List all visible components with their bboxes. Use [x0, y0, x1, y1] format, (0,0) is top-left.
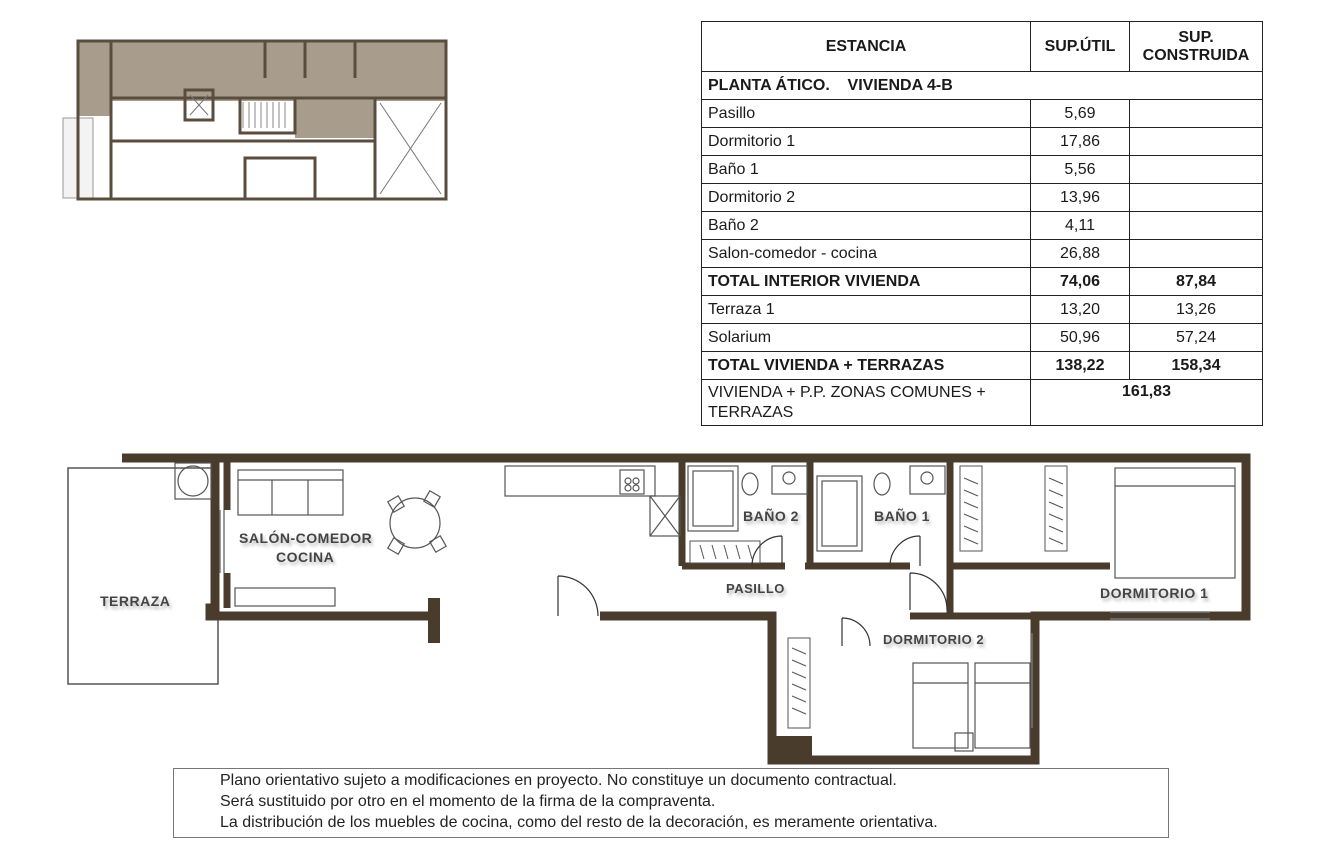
room-util: 26,88	[1031, 240, 1130, 268]
room-util: 17,86	[1031, 128, 1130, 156]
room-name: Baño 1	[702, 156, 1031, 184]
disclaimer-line: Será sustituido por otro en el momento de la firma de la compraventa.	[220, 793, 716, 810]
room-util: 13,20	[1031, 296, 1130, 324]
header-sup-util: SUP.ÚTIL	[1031, 22, 1130, 72]
table-row	[702, 156, 1263, 184]
building-key-plan	[55, 38, 450, 206]
room-construida: 13,26	[1130, 296, 1263, 324]
room-name: Dormitorio 2	[702, 184, 1031, 212]
disclaimer-line: La distribución de los muebles de cocina, como del resto de la decoración, es meramente orientativa.	[220, 814, 938, 831]
room-name: Dormitorio 1	[702, 128, 1031, 156]
total-terrazas-construida: 158,34	[1130, 352, 1263, 380]
disclaimer-box	[173, 768, 1169, 838]
room-construida	[1130, 128, 1263, 156]
header-sup-construida: SUP. CONSTRUIDA	[1130, 22, 1263, 72]
common-label: VIVIENDA + P.P. ZONAS COMUNES + TERRAZAS	[702, 380, 1031, 426]
table-row	[702, 296, 1263, 324]
room-construida	[1130, 212, 1263, 240]
room-construida	[1130, 240, 1263, 268]
disclaimer-line: Plano orientativo sujeto a modificaciones en proyecto. No constituye un documento contractual.	[220, 772, 897, 789]
label-bano-1: BAÑO 1	[874, 508, 930, 524]
total-interior-util: 74,06	[1031, 268, 1130, 296]
table-row	[702, 240, 1263, 268]
label-terraza: TERRAZA	[100, 593, 171, 609]
table-row	[702, 184, 1263, 212]
label-dormitorio-1: DORMITORIO 1	[1100, 585, 1209, 601]
room-name: Baño 2	[702, 212, 1031, 240]
label-pasillo: PASILLO	[726, 581, 785, 596]
room-util: 5,69	[1031, 100, 1130, 128]
total-interior-label: TOTAL INTERIOR VIVIENDA	[702, 268, 1031, 296]
label-dormitorio-2: DORMITORIO 2	[883, 632, 985, 647]
total-terrazas-util: 138,22	[1031, 352, 1130, 380]
table-total-row	[702, 268, 1263, 296]
room-construida	[1130, 184, 1263, 212]
label-cocina: COCINA	[276, 549, 335, 565]
room-name: Terraza 1	[702, 296, 1031, 324]
total-terrazas-label: TOTAL VIVIENDA + TERRAZAS	[702, 352, 1031, 380]
room-name: Solarium	[702, 324, 1031, 352]
room-util: 5,56	[1031, 156, 1130, 184]
table-total-row	[702, 352, 1263, 380]
room-name: Salon-comedor - cocina	[702, 240, 1031, 268]
table-header-row	[702, 22, 1263, 72]
common-value: 161,83	[1031, 380, 1263, 426]
table-row	[702, 212, 1263, 240]
room-construida	[1130, 100, 1263, 128]
label-bano-2: BAÑO 2	[743, 508, 799, 524]
header-estancia: ESTANCIA	[702, 22, 1031, 72]
table-section-row	[702, 72, 1263, 100]
table-row	[702, 100, 1263, 128]
room-util: 13,96	[1031, 184, 1130, 212]
room-util: 4,11	[1031, 212, 1130, 240]
areas-table	[701, 21, 1263, 426]
room-name: Pasillo	[702, 100, 1031, 128]
terrace-area	[68, 468, 218, 684]
room-construida	[1130, 156, 1263, 184]
section-title: PLANTA ÁTICO. VIVIENDA 4-B	[702, 72, 1130, 100]
table-common-row	[702, 380, 1263, 426]
room-util: 50,96	[1031, 324, 1130, 352]
total-interior-construida: 87,84	[1130, 268, 1263, 296]
label-salon-comedor: SALÓN-COMEDOR	[239, 530, 373, 546]
table-row	[702, 324, 1263, 352]
floor-plan	[60, 448, 1256, 766]
room-construida: 57,24	[1130, 324, 1263, 352]
table-row	[702, 128, 1263, 156]
